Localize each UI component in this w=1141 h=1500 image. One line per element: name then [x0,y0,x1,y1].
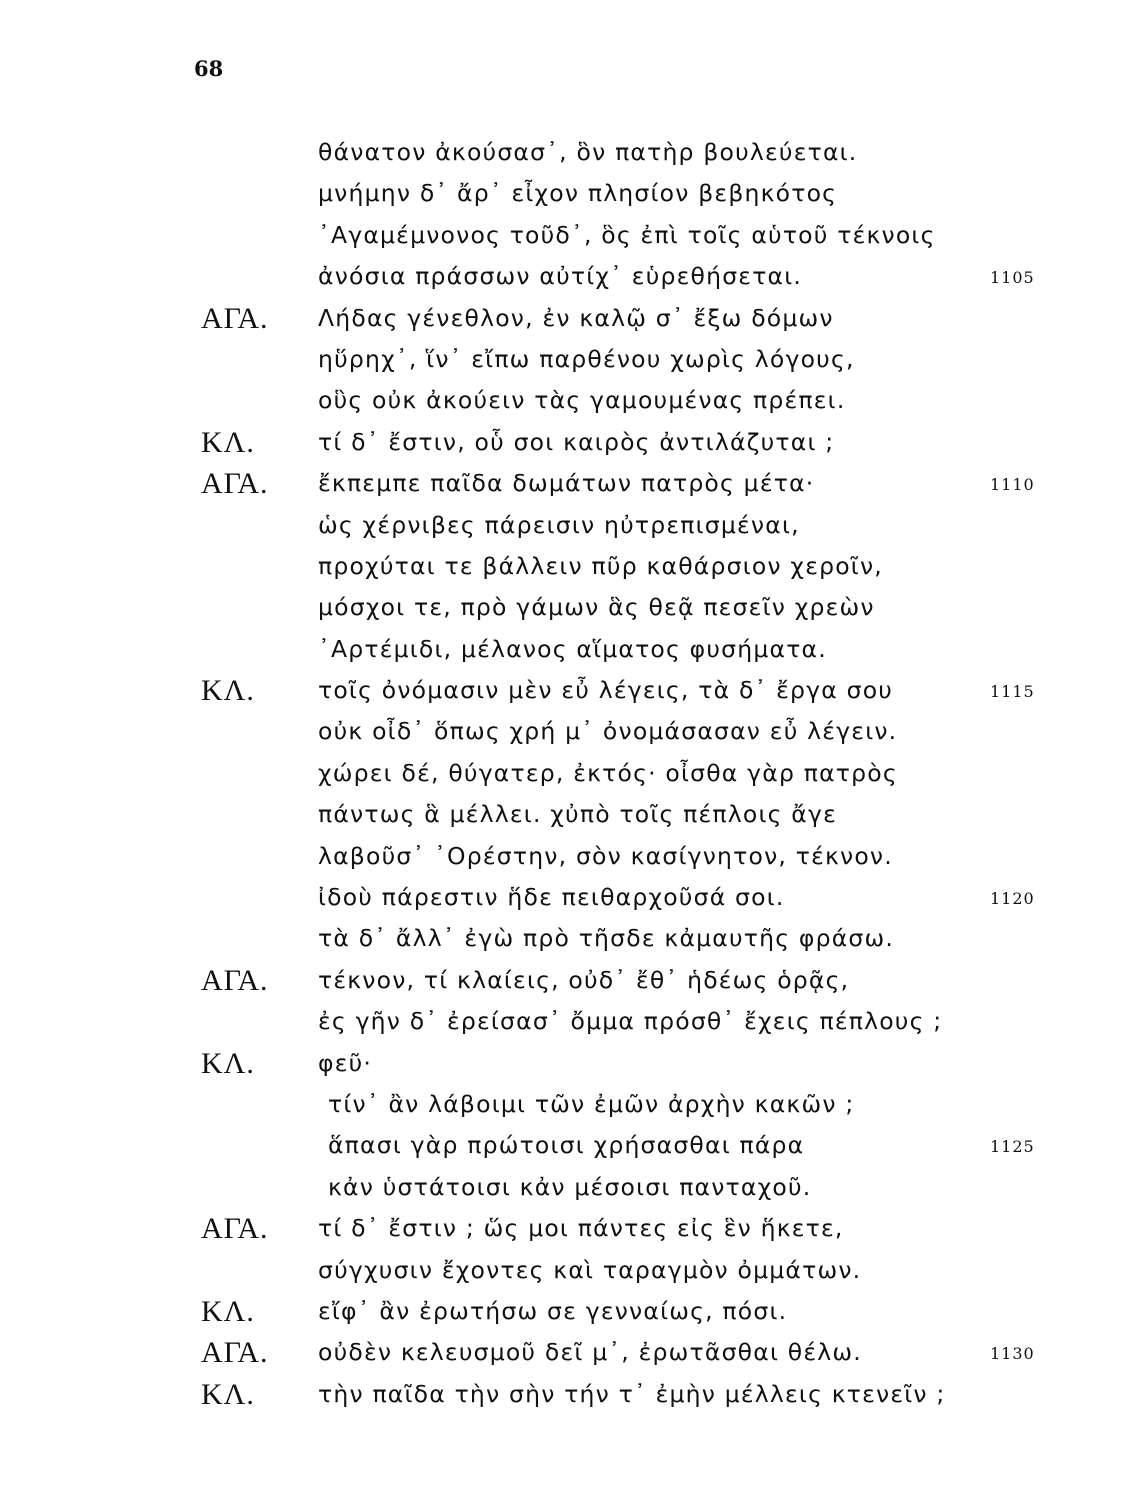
verse-line [0,1001,1141,1042]
speaker-label: ΑΓΑ. [201,1336,269,1370]
verse-line [0,1167,1141,1208]
verse-text: θάνατον ἀκούσασ᾽, ὃν πατὴρ βουλεύεται. [318,138,858,166]
verse-text: ᾽Αρτέμιδι, μέλανος αἵματος φυσήματα. [318,634,827,663]
verse-line [0,836,1141,877]
verse-line [0,711,1141,752]
speaker-label: ΑΓΑ. [201,467,269,501]
verse-text: τί δ᾽ ἔστιν ; ὥς μοι πάντες εἰς ἓν ἥκετε, [318,1214,844,1243]
verse-text: προχύται τε βάλλειν πῦρ καθάρσιον χεροῖν, [318,551,883,580]
speaker-label: ΑΓΑ. [201,963,269,997]
verse-line [0,463,1141,504]
verse-line [0,256,1141,297]
verse-text: τίν᾽ ἂν λάβοιμι τῶν ἐμῶν ἀρχὴν κακῶν ; [328,1089,855,1118]
verse-text: ὡς χέρνιβες πάρεισιν ηὐτρεπισμέναι, [318,510,800,539]
speaker-label: ΚΛ. [201,1377,255,1411]
verse-line [0,380,1141,421]
speaker-label: ΚΛ. [201,674,255,708]
verse-line [0,546,1141,587]
verse-text: τοῖς ὀνόμασιν μὲν εὖ λέγεις, τὰ δ᾽ ἔργα σου [318,676,894,705]
speaker-label: ΑΓΑ. [201,1212,269,1246]
verse-text: οὓς οὐκ ἀκούειν τὰς γαμουμένας πρέπει. [318,386,846,415]
speaker-label: ΚΛ. [201,1046,255,1080]
verse-text: μνήμην δ᾽ ἄρ᾽ εἶχον πλησίον βεβηκότος [318,179,838,208]
speaker-label: ΑΓΑ. [201,301,269,335]
verse-text: ἅπασι γὰρ πρώτοισι χρήσασθαι πάρα [328,1131,805,1160]
verse-text: λαβοῦσ᾽ ᾽Ορέστην, σὸν κασίγνητον, τέκνον. [318,841,893,870]
verse-text: ἐς γῆν δ᾽ ἐρείσασ᾽ ὄμμα πρόσθ᾽ ἔχεις πέπλους ; [318,1007,943,1036]
verse-text: ηὕρηχ᾽, ἵν᾽ εἴπω παρθένου χωρὶς λόγους, [318,344,855,373]
verse-line [0,629,1141,670]
verse-line [0,132,1141,173]
verse-text: ἰδοὺ πάρεστιν ἥδε πειθαρχοῦσά σοι. [318,883,785,912]
verse-line [0,339,1141,380]
page-number: 68 [194,56,224,81]
line-number: 1105 [990,268,1035,288]
verse-text: οὐδὲν κελευσμοῦ δεῖ μ᾽, ἐρωτᾶσθαι θέλω. [318,1338,862,1367]
verse-block [0,132,1141,1415]
verse-line [0,1125,1141,1166]
verse-line [0,215,1141,256]
verse-line [0,960,1141,1001]
verse-text: κἀν ὑστάτοισι κἀν μέσοισι πανταχοῦ. [328,1172,812,1201]
verse-line [0,1374,1141,1415]
line-number: 1130 [990,1344,1035,1364]
verse-line [0,1332,1141,1373]
verse-line [0,670,1141,711]
verse-line [0,1250,1141,1291]
verse-line [0,877,1141,918]
verse-line [0,1084,1141,1125]
verse-text: φεῦ· [318,1048,373,1077]
verse-line [0,587,1141,628]
verse-line [0,422,1141,463]
verse-text: πάντως ἃ μέλλει. χὐπὸ τοῖς πέπλοις ἄγε [318,800,837,829]
verse-text: ἀνόσια πράσσων αὐτίχ᾽ εὑρεθήσεται. [318,262,803,291]
verse-line [0,505,1141,546]
verse-text: χώρει δέ, θύγατερ, ἐκτός· οἶσθα γὰρ πατρὸς [318,758,898,787]
speaker-label: ΚΛ. [201,425,255,459]
verse-text: οὐκ οἶδ᾽ ὅπως χρή μ᾽ ὀνομάσασαν εὖ λέγειν. [318,717,898,746]
verse-line [0,794,1141,835]
verse-text: ἔκπεμπε παῖδα δωμάτων πατρὸς μέτα· [318,469,815,498]
verse-text: σύγχυσιν ἔχοντες καὶ ταραγμὸν ὀμμάτων. [318,1255,862,1284]
line-number: 1120 [990,889,1035,909]
verse-text: εἴφ᾽ ἂν ἐρωτήσω σε γενναίως, πόσι. [318,1296,788,1325]
verse-text: ᾽Αγαμέμνονος τοῦδ᾽, ὃς ἐπὶ τοῖς αὑτοῦ τέκνοις [318,220,936,249]
verse-text: τὴν παῖδα τὴν σὴν τήν τ᾽ ἐμὴν μέλλεις κτενεῖν ; [318,1379,946,1408]
verse-line [0,298,1141,339]
verse-line [0,1208,1141,1249]
verse-line [0,1043,1141,1084]
verse-text: τέκνον, τί κλαίεις, οὐδ᾽ ἔθ᾽ ἡδέως ὁρᾷς, [318,965,850,994]
verse-text: τὰ δ᾽ ἄλλ᾽ ἐγὼ πρὸ τῆσδε κἀμαυτῆς φράσω. [318,924,895,953]
line-number: 1110 [990,475,1035,495]
verse-line [0,918,1141,959]
verse-text: Λήδας γένεθλον, ἐν καλῷ σ᾽ ἔξω δόμων [318,303,834,332]
speaker-label: ΚΛ. [201,1294,255,1328]
line-number: 1115 [990,682,1035,702]
verse-line [0,173,1141,214]
verse-text: τί δ᾽ ἔστιν, οὗ σοι καιρὸς ἀντιλάζυται ; [318,427,835,456]
verse-line [0,753,1141,794]
line-number: 1125 [990,1137,1035,1157]
verse-text: μόσχοι τε, πρὸ γάμων ἃς θεᾷ πεσεῖν χρεὼν [318,593,875,622]
verse-line [0,1291,1141,1332]
